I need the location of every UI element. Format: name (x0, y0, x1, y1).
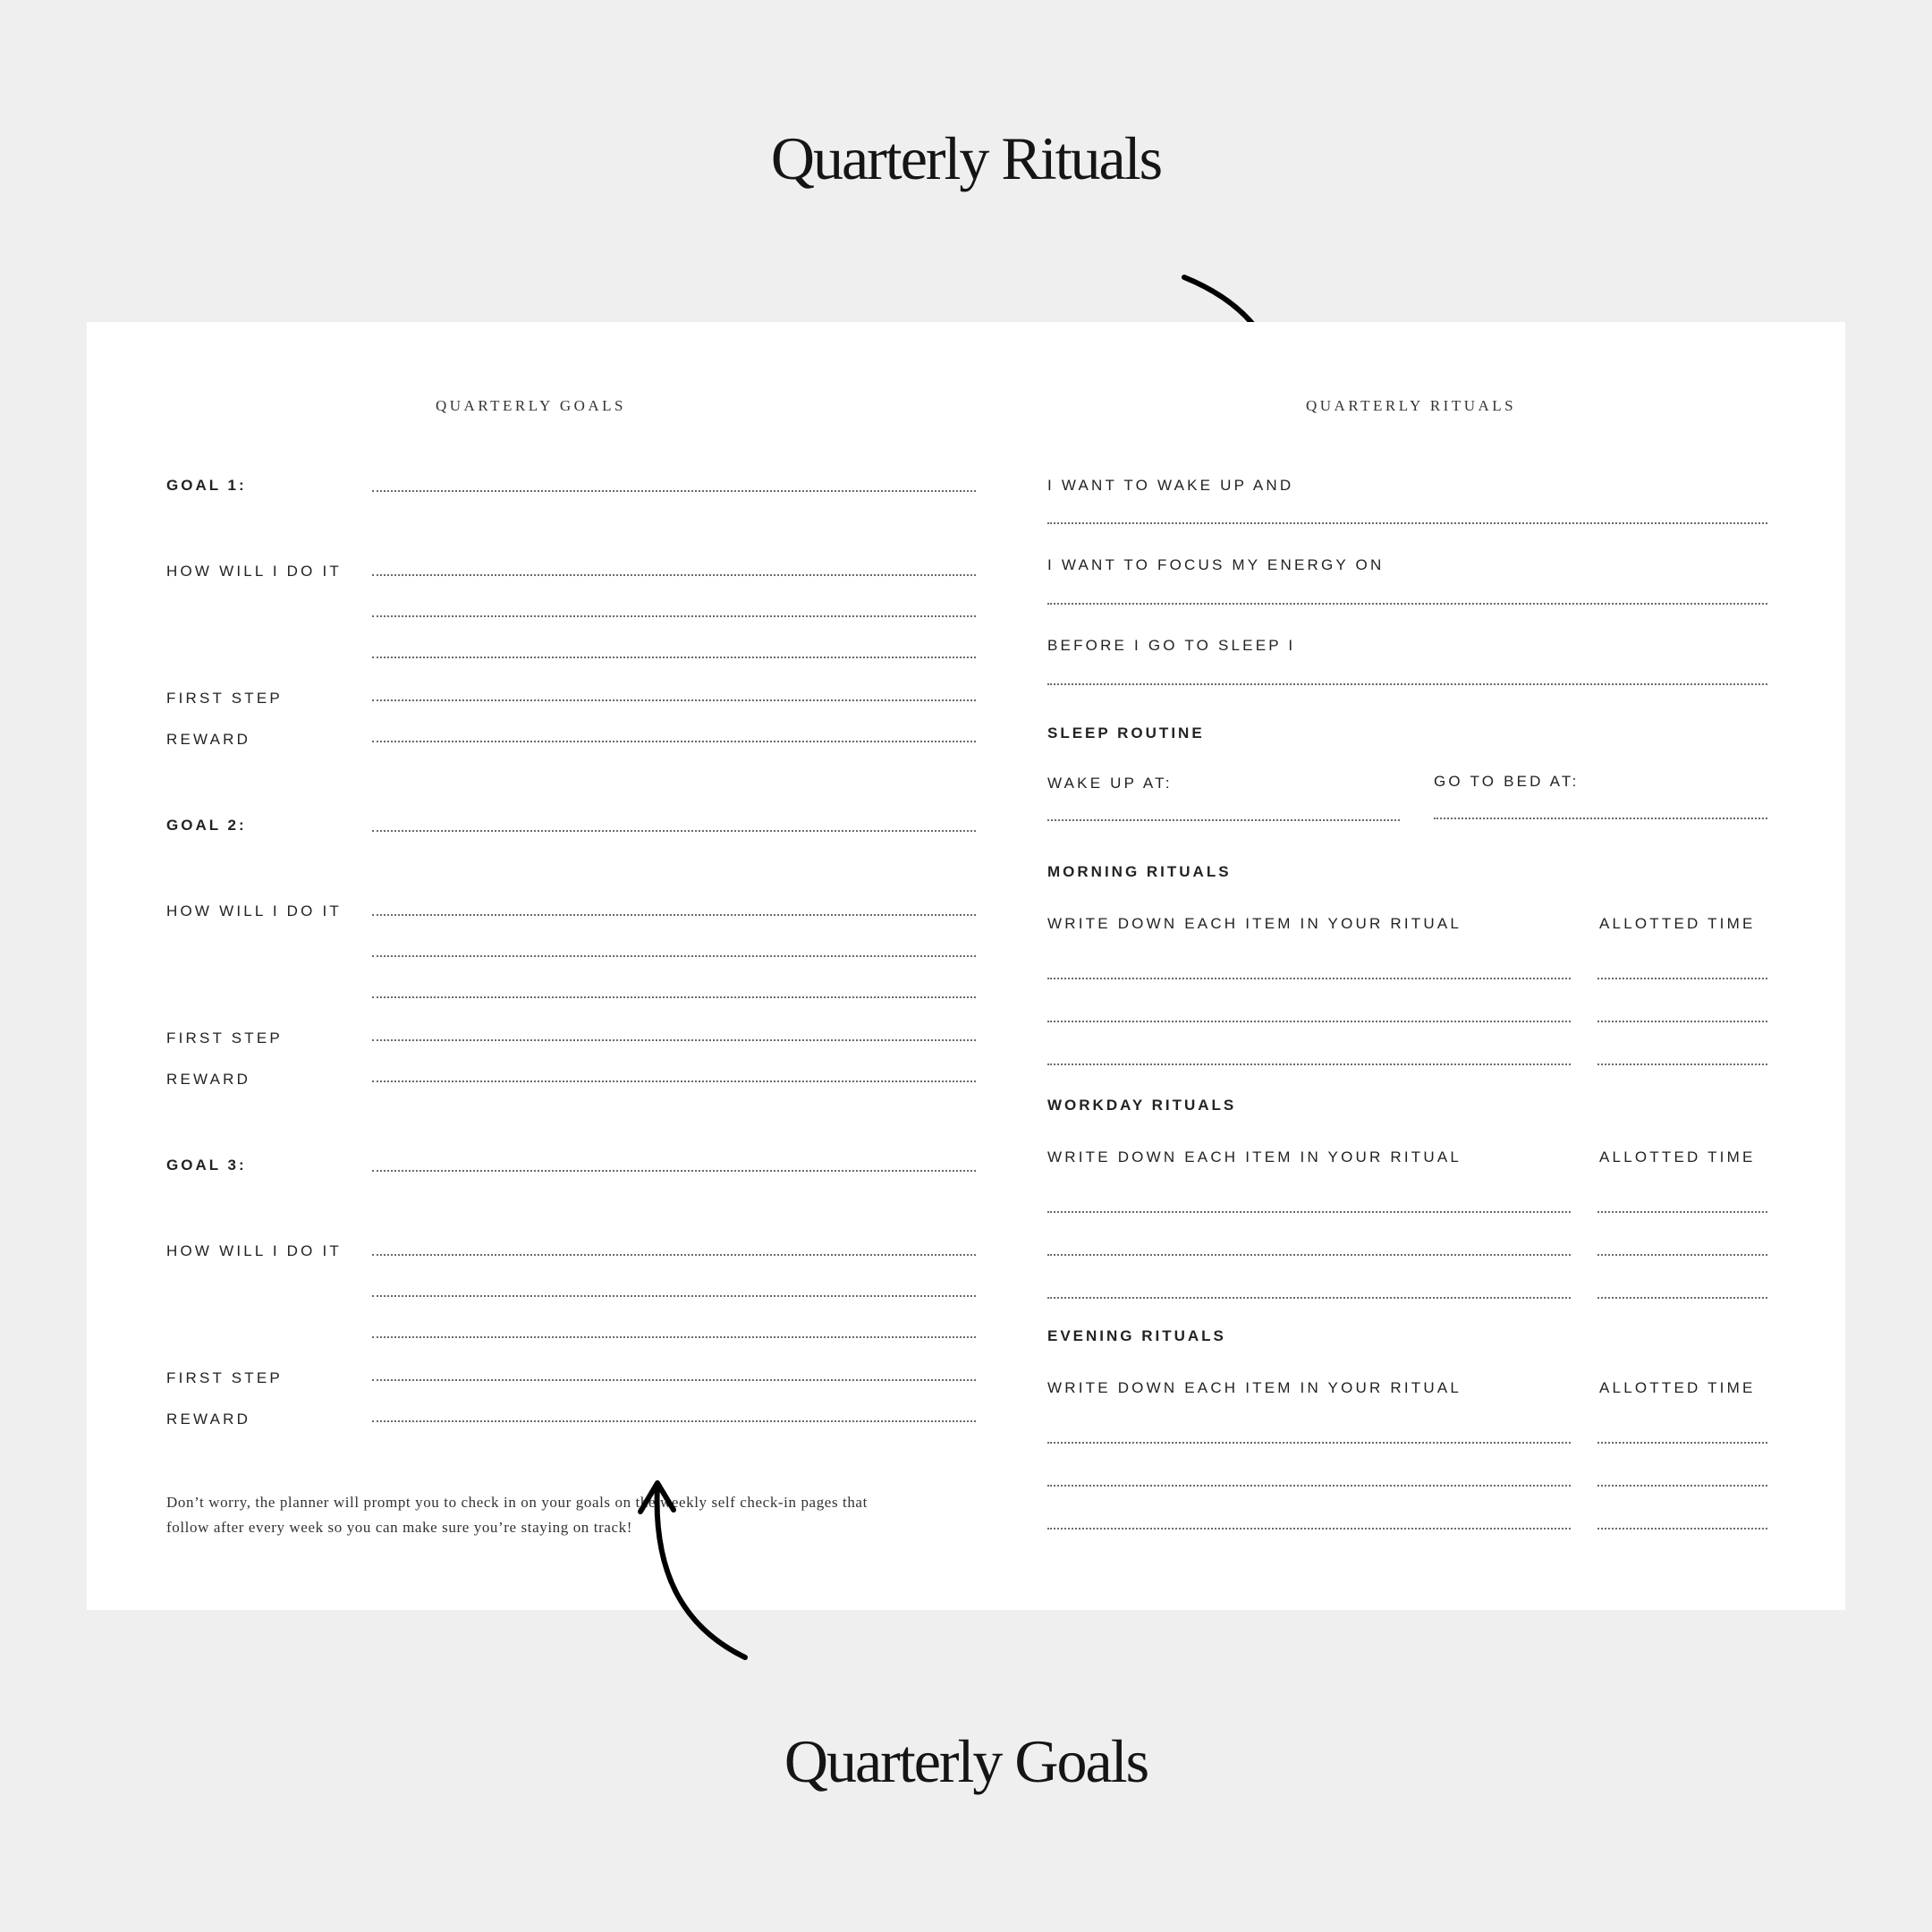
morning-time-column-label: ALLOTTED TIME (1599, 915, 1756, 932)
workday-item-line-3[interactable] (1047, 1297, 1571, 1299)
goal-3-how-line-2[interactable] (372, 1295, 976, 1297)
prompt-wake-up-line[interactable] (1047, 522, 1767, 524)
prompt-wake-up-label: I WANT TO WAKE UP AND (1047, 477, 1294, 494)
goal-3-line[interactable] (372, 1170, 976, 1172)
goal-1-reward-label: REWARD (166, 731, 251, 748)
goal-1-line[interactable] (372, 490, 976, 492)
morning-item-line-1[interactable] (1047, 978, 1571, 979)
evening-time-line-1[interactable] (1597, 1442, 1767, 1444)
headline-quarterly-rituals: Quarterly Rituals (770, 124, 1162, 192)
morning-item-line-3[interactable] (1047, 1063, 1571, 1065)
workday-rituals-title: WORKDAY RITUALS (1047, 1097, 1237, 1114)
evening-rituals-title: EVENING RITUALS (1047, 1327, 1226, 1344)
workday-time-line-1[interactable] (1597, 1211, 1767, 1213)
goal-3-reward-label: REWARD (166, 1411, 251, 1428)
goal-1-how-line-3[interactable] (372, 657, 976, 658)
goal-1-first-step-line[interactable] (372, 699, 976, 701)
workday-time-line-3[interactable] (1597, 1297, 1767, 1299)
goal-2-label: GOAL 2: (166, 817, 247, 834)
goal-2-first-step-line[interactable] (372, 1039, 976, 1041)
evening-time-line-2[interactable] (1597, 1485, 1767, 1487)
wake-up-at-label: WAKE UP AT: (1047, 775, 1173, 792)
morning-time-line-3[interactable] (1597, 1063, 1767, 1065)
workday-time-line-2[interactable] (1597, 1254, 1767, 1256)
prompt-focus-energy-line[interactable] (1047, 603, 1767, 605)
goal-2-line[interactable] (372, 830, 976, 832)
workday-item-line-1[interactable] (1047, 1211, 1571, 1213)
goal-2-how-line-1[interactable] (372, 914, 976, 916)
morning-item-column-label: WRITE DOWN EACH ITEM IN YOUR RITUAL (1047, 915, 1462, 932)
wake-up-at-line[interactable] (1047, 819, 1400, 821)
planner-spread (87, 322, 1845, 1610)
goal-1-how-line-1[interactable] (372, 574, 976, 576)
morning-item-line-2[interactable] (1047, 1021, 1571, 1022)
goal-3-how-line-3[interactable] (372, 1336, 976, 1338)
goal-3-how-label: HOW WILL I DO IT (166, 1242, 343, 1259)
goal-2-first-step-label: FIRST STEP (166, 1030, 283, 1046)
goal-3-label: GOAL 3: (166, 1157, 247, 1174)
goal-1-reward-line[interactable] (372, 741, 976, 742)
goals-footnote: Don’t worry, the planner will prompt you to check in on your goals on the weekly self check-in pages that follow after every week so you can make sure you’re staying on track! (166, 1494, 868, 1536)
prompt-before-sleep-line[interactable] (1047, 683, 1767, 685)
rituals-page-heading: QUARTERLY RITUALS (1306, 397, 1517, 414)
goal-1-label: GOAL 1: (166, 477, 247, 494)
go-to-bed-at-label: GO TO BED AT: (1434, 773, 1580, 790)
goal-3-first-step-label: FIRST STEP (166, 1369, 283, 1386)
workday-item-column-label: WRITE DOWN EACH ITEM IN YOUR RITUAL (1047, 1148, 1462, 1165)
goal-2-reward-label: REWARD (166, 1071, 251, 1088)
goal-3-how-line-1[interactable] (372, 1254, 976, 1256)
morning-time-line-1[interactable] (1597, 978, 1767, 979)
evening-time-line-3[interactable] (1597, 1528, 1767, 1530)
goal-2-reward-line[interactable] (372, 1080, 976, 1082)
go-to-bed-at-line[interactable] (1434, 818, 1767, 819)
evening-time-column-label: ALLOTTED TIME (1599, 1379, 1756, 1396)
headline-quarterly-goals: Quarterly Goals (784, 1727, 1148, 1795)
evening-item-line-1[interactable] (1047, 1442, 1571, 1444)
evening-item-column-label: WRITE DOWN EACH ITEM IN YOUR RITUAL (1047, 1379, 1462, 1396)
arrow-up-icon (617, 1467, 760, 1673)
goal-1-first-step-label: FIRST STEP (166, 690, 283, 707)
evening-item-line-2[interactable] (1047, 1485, 1571, 1487)
prompt-focus-energy-label: I WANT TO FOCUS MY ENERGY ON (1047, 556, 1385, 573)
morning-time-line-2[interactable] (1597, 1021, 1767, 1022)
goal-3-reward-line[interactable] (372, 1420, 976, 1422)
workday-time-column-label: ALLOTTED TIME (1599, 1148, 1756, 1165)
goal-1-how-label: HOW WILL I DO IT (166, 563, 343, 580)
goal-3-first-step-line[interactable] (372, 1379, 976, 1381)
evening-item-line-3[interactable] (1047, 1528, 1571, 1530)
goal-1-how-line-2[interactable] (372, 615, 976, 617)
prompt-before-sleep-label: BEFORE I GO TO SLEEP I (1047, 637, 1296, 654)
goal-2-how-line-3[interactable] (372, 996, 976, 998)
workday-item-line-2[interactable] (1047, 1254, 1571, 1256)
morning-rituals-title: MORNING RITUALS (1047, 863, 1232, 880)
goal-2-how-line-2[interactable] (372, 955, 976, 957)
sleep-routine-title: SLEEP ROUTINE (1047, 724, 1205, 741)
goal-2-how-label: HOW WILL I DO IT (166, 902, 343, 919)
goals-page-heading: QUARTERLY GOALS (436, 397, 627, 414)
